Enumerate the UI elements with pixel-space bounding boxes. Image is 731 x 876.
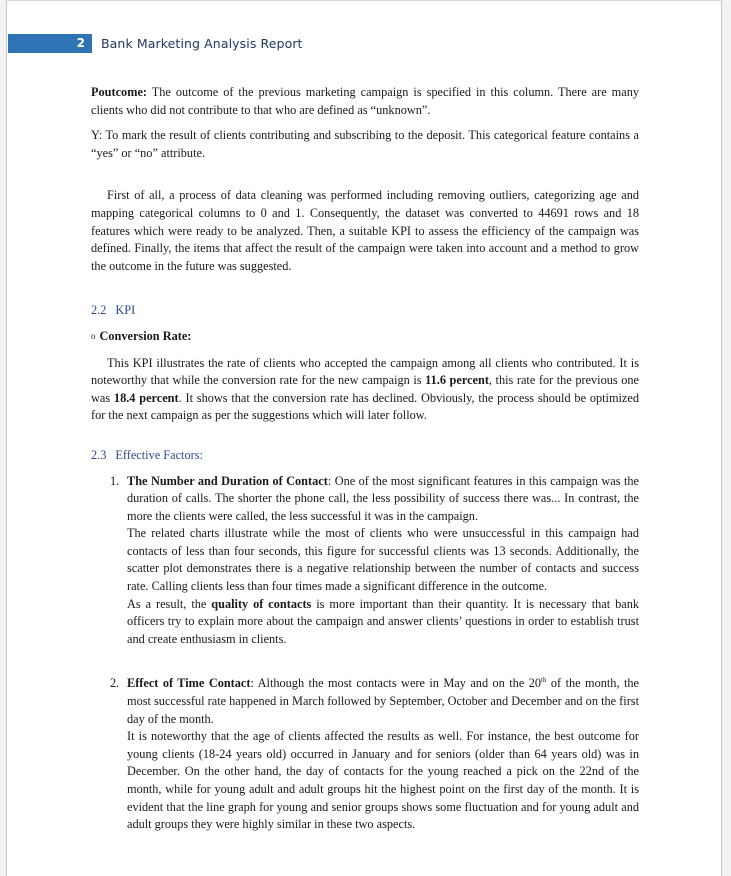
section-title: Effective Factors: [115,447,203,462]
intro-paragraph: First of all, a process of data cleaning was performed including removing outliers, categorizing age and mapping categorical columns to 0 and 1. Consequently, the dataset was converted to 44691 rows and 18 features which were ready to be analyzed. Then, a suitable KPI to assess the efficiency of the campaign was defined. Finally, the items that affect the result of the campaign were taken into account and a method to grow the outcome in the future was suggested. [91,188,639,273]
page-number: 2 [76,36,85,50]
bullet-label: Conversion Rate: [99,328,192,343]
document-page [6,0,722,876]
circle-bullet-icon: o [91,330,96,341]
kpi-paragraph [91,355,639,425]
factor-paragraph: It is noteworthy that the age of clients affected the results as well. For instance, the best outcome for young clients (18-24 years old) occurred in January and for seniors (older than 64 years old) was in December. On the other hand, the day of contacts for the young reached a pick on the 22nd of the month, while for young adult and adult groups hit the highest point on the first day of the month. It is evident that the line graph for young and senior groups shows some fluctuation and for young adult and adult groups they were highly similar in these two aspects. [127,729,639,832]
definition-poutcome [91,84,639,119]
definition-term: Poutcome: [91,85,147,99]
emphasis: quality of contacts [211,596,312,611]
definition-y [91,127,639,162]
factor-paragraph [127,596,639,649]
factor-item-time [91,675,639,833]
document-body [91,84,639,834]
text-span: is more important than their quantity. It is necessary that bank officers try to explain more about the campaign and answer clients’ questions in order to establish trust and create enthusiasm in clients. [127,596,640,646]
text-span: , this rate for the previous one was [91,373,639,405]
section-number: 2.2 [91,303,107,318]
factor-paragraph [127,675,639,728]
report-title: Bank Marketing Analysis Report [101,36,303,51]
definition-text: The outcome of the previous marketing campaign is specified in this column. There are many clients who did not contribute to that who are defined as “unknown”. [91,85,639,117]
factor-item-contact [91,473,639,649]
text-span: of the month, the most successful rate happened in March followed by September, October and December and on the first day of the month. [127,676,639,726]
section-heading-kpi [91,302,639,320]
factor-title: Effect of Time Contact [127,676,251,691]
definition-term: Y: [91,128,103,143]
section-title: KPI [115,303,136,318]
text-span: This KPI illustrates the rate of clients who accepted the campaign among all clients who contributed. It is noteworthy that while the conversion rate for the new campaign is [91,355,639,388]
page-number-band [8,34,92,53]
list-marker: 1. [110,473,120,488]
list-marker: 2. [110,676,120,691]
section-heading-factors [91,447,639,465]
kpi-bullet-conversion-rate [91,328,639,347]
definition-text: To mark the result of clients contributing and subscribing to the deposit. This categorical feature contains a “yes” or “no” attribute. [91,128,639,160]
text-span: : Although the most contacts were in May and on the 20 [250,676,542,691]
factor-title: The Number and Duration of Contact [127,473,328,488]
factor-paragraph: The related charts illustrate while the most of clients who were unsuccessful in this campaign had contacts of less than four seconds, this figure for successful clients was 13 seconds. Additionally, the scatter plot demonstrates there is a negative relationship between the number of contacts and success rate. Calling clients less than four times made a significant difference in the outcome. [127,526,639,594]
ordinal-suffix: th [541,676,547,685]
factors-list [91,473,639,834]
new-campaign-rate: 11.6 percent [425,373,489,388]
previous-campaign-rate: 18.4 percent [113,390,179,405]
text-span: As a result, the [127,596,212,611]
factor-paragraph [127,473,639,526]
text-span: . It shows that the conversion rate has declined. Obviously, the process should be optimized for the next campaign as per the suggestions which will later follow. [91,390,639,423]
section-number: 2.3 [91,447,107,462]
text-span: : One of the most significant features in this campaign was the duration of calls. The shorter the phone call, the less possibility of success there was... In contrast, the more the clients were called, the less successful it was in the campaign. [127,473,639,523]
